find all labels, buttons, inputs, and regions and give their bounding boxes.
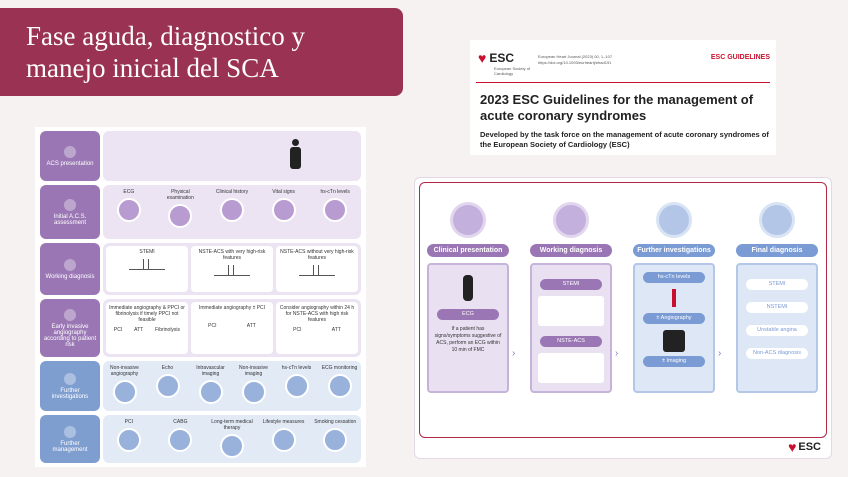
arrow-right-icon: › bbox=[512, 348, 516, 359]
stage-final-diagnosis: Final diagnosis STEMI NSTEMI Unstable angina Non-ACS diagnosis bbox=[736, 202, 818, 393]
esc-guidelines-badge: ESC GUIDELINES bbox=[710, 54, 770, 61]
ecg-trace-icon bbox=[538, 296, 604, 326]
patient-doctor-icon bbox=[450, 202, 486, 238]
heart-icon bbox=[64, 309, 76, 321]
esc-footer-logo: ♥ ESC bbox=[788, 439, 821, 455]
search-icon bbox=[64, 373, 76, 385]
guideline-subtitle: Developed by the task force on the management of acute coronary syndromes of the European Society of Cardiology (ESC) bbox=[480, 130, 769, 149]
ecg-trace-icon bbox=[538, 353, 604, 383]
running-icon bbox=[272, 428, 296, 452]
scanner-icon bbox=[242, 380, 266, 404]
blood-pressure-icon bbox=[272, 198, 296, 222]
warning-icon bbox=[214, 266, 250, 276]
ecg-icon bbox=[328, 374, 352, 398]
management-icon bbox=[64, 426, 76, 438]
arrow-right-icon: › bbox=[718, 348, 722, 359]
stage-working-diagnosis: Working diagnosis STEMI NSTE-ACS bbox=[530, 202, 612, 393]
test-tube-icon bbox=[672, 289, 676, 307]
angiography-icon bbox=[113, 380, 137, 404]
row-further-investigations: Further investigations Non-invasive angiography Echo Intravascular imaging Non-invasive imaging hs-cTn levels ECG monitoring bbox=[40, 361, 361, 411]
stethoscope-icon bbox=[168, 204, 192, 228]
heart-icon: ♥ bbox=[788, 439, 797, 455]
clipboard-icon bbox=[220, 198, 244, 222]
assessment-icon bbox=[64, 199, 76, 211]
clipboard-icon bbox=[553, 202, 589, 238]
acs-diagnosis-flow-infographic bbox=[414, 177, 832, 459]
acs-pathway-infographic bbox=[35, 127, 366, 467]
row-initial-assessment: Initial A.C.S. assessment ECG Physical examination Clinical history Vital signs hs-cTn levels bbox=[40, 185, 361, 239]
ecg-trace-icon bbox=[299, 266, 335, 276]
stent-icon bbox=[117, 428, 141, 452]
arrow-right-icon: › bbox=[615, 348, 619, 359]
patient-figure-icon bbox=[289, 139, 301, 169]
slide-title-line2: manejo inicial del SCA bbox=[26, 53, 279, 83]
patient-figure-icon bbox=[463, 275, 473, 301]
journal-reference: European Heart Journal (2023) 00, 1–107 https://doi.org/10.1093/eurheartj/ehad191 bbox=[538, 54, 613, 65]
esc-logo: ♥ ESC bbox=[478, 50, 514, 66]
person-icon bbox=[64, 146, 76, 158]
monitor-icon bbox=[759, 202, 795, 238]
row-further-management: Further management PCI CABG Long-term medical therapy Lifestyle measures Smoking cessation bbox=[40, 415, 361, 463]
heart-icon: ♥ bbox=[478, 50, 487, 66]
row-working-diagnosis: Working diagnosis STEMI NSTE-ACS with very high-risk features NSTE-ACS without very high-risk features bbox=[40, 243, 361, 295]
row-acs-presentation: ACS presentation bbox=[40, 131, 361, 181]
esc-society-name: European Society of Cardiology bbox=[494, 66, 531, 76]
search-icon bbox=[656, 202, 692, 238]
diagnosis-icon bbox=[64, 259, 76, 271]
imaging-icon bbox=[199, 380, 223, 404]
pill-icon bbox=[220, 434, 244, 458]
slide-title-line1: Fase aguda, diagnostico y bbox=[26, 21, 305, 51]
esc-guideline-header bbox=[470, 40, 776, 155]
test-tube-icon bbox=[323, 198, 347, 222]
surgery-icon bbox=[168, 428, 192, 452]
slide-title bbox=[0, 8, 403, 96]
divider bbox=[476, 82, 770, 83]
guideline-title: 2023 ESC Guidelines for the management of acute coronary syndromes bbox=[480, 92, 754, 123]
row-early-invasive: Early invasive angiography according to patient risk Immediate angiography & PPCI or fibrinolysis if timely PPCI not feasible PCI ATT Fibrinolysis Immediate angiography ± PCI PCI ATT Consider angiography within 24 h for NSTE-ACS with high risk features PCI ATT bbox=[40, 299, 361, 357]
echo-probe-icon bbox=[156, 374, 180, 398]
angiography-image-icon bbox=[663, 330, 685, 352]
ecg-trace-icon bbox=[129, 260, 165, 270]
no-smoking-icon bbox=[323, 428, 347, 452]
stage-clinical-presentation: Clinical presentation ECG If a patient has signs/symptoms suggestive of ACS, perform an ECG within 10 min of FMC bbox=[427, 202, 509, 393]
test-tube-icon bbox=[285, 374, 309, 398]
ecg-icon bbox=[117, 198, 141, 222]
stage-further-investigations: Further investigations hs-cTn levels ± Angiography ± Imaging bbox=[633, 202, 715, 393]
